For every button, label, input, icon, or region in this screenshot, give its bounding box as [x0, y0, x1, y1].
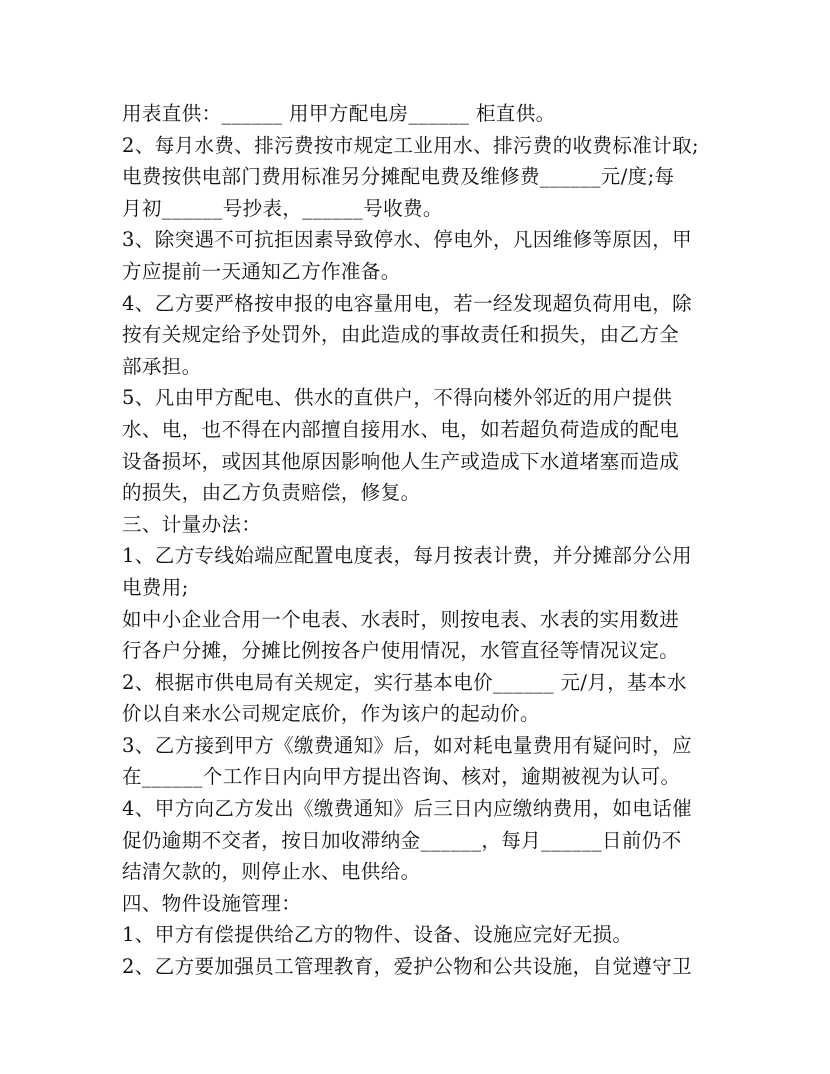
document-body [122, 98, 722, 983]
text-line: 行各户分摊，分摊比例按各户使用情况，水管直径等情况议定。 [122, 639, 680, 663]
text-line: 结清欠款的，则停止水、电供给。 [122, 860, 421, 884]
text-line: 在______个工作日内向甲方提出咨询、核对，逾期被视为认可。 [122, 765, 681, 789]
text-line: 按有关规定给予处罚外，由此造成的事故责任和损失，由乙方全 [122, 323, 680, 347]
text-line: 5、凡由甲方配电、供水的直供户，不得向楼外邻近的用户提供 [122, 386, 673, 410]
text-line: 用表直供：______ 用甲方配电房______ 柜直供。 [122, 102, 556, 125]
text-line: 3、乙方接到甲方《缴费通知》后，如对耗电量费用有疑问时，应 [122, 733, 693, 757]
text-line: 2、乙方要加强员工管理教育，爱护公物和公共设施，自觉遵守卫 [122, 955, 693, 979]
section-heading: 四、物件设施管理： [122, 891, 302, 915]
text-line: 如中小企业合用一个电表、水表时，则按电表、水表的实用数进 [122, 607, 680, 631]
text-line: 价以自来水公司规定底价，作为该户的起动价。 [122, 702, 540, 726]
text-line: 2、根据市供电局有关规定，实行基本电价______ 元/月，基本水 [122, 670, 687, 694]
text-line: 1、甲方有偿提供给乙方的物件、设备、设施应完好无损。 [122, 923, 633, 947]
text-line: 部承担。 [122, 354, 202, 378]
text-line: 4、甲方向乙方发出《缴费通知》后三日内应缴纳费用，如电话催 [122, 797, 693, 821]
text-line: 1、乙方专线始端应配置电度表，每月按表计费，并分摊部分公用 [122, 544, 693, 568]
section-heading: 三、计量办法： [122, 512, 262, 536]
text-line: 3、除突遇不可抗拒因素导致停水、停电外，凡因维修等原因，甲 [122, 228, 693, 252]
text-line: 设备损坏，或因其他原因影响他人生产或造成下水道堵塞而造成 [122, 449, 680, 473]
text-line: 4、乙方要严格按申报的电容量用电，若一经发现超负荷用电，除 [122, 291, 693, 315]
text-line: 方应提前一天通知乙方作准备。 [122, 259, 401, 283]
text-line: 水、电，也不得在内部擅自接用水、电，如若超负荷造成的配电 [122, 417, 680, 441]
text-line: 电费按供电部门费用标准另分摊配电费及维修费______元/度;每 [122, 165, 675, 189]
text-line: 电费用; [122, 575, 189, 599]
text-line: 月初______号抄表，______号收费。 [122, 196, 443, 220]
text-line: 的损失，由乙方负责赔偿，修复。 [122, 481, 421, 505]
text-line: 2、每月水费、排污费按市规定工业用水、排污费的收费标准计取; [122, 133, 699, 157]
text-line: 促仍逾期不交者，按日加收滞纳金______，每月______日前仍不 [122, 828, 682, 852]
